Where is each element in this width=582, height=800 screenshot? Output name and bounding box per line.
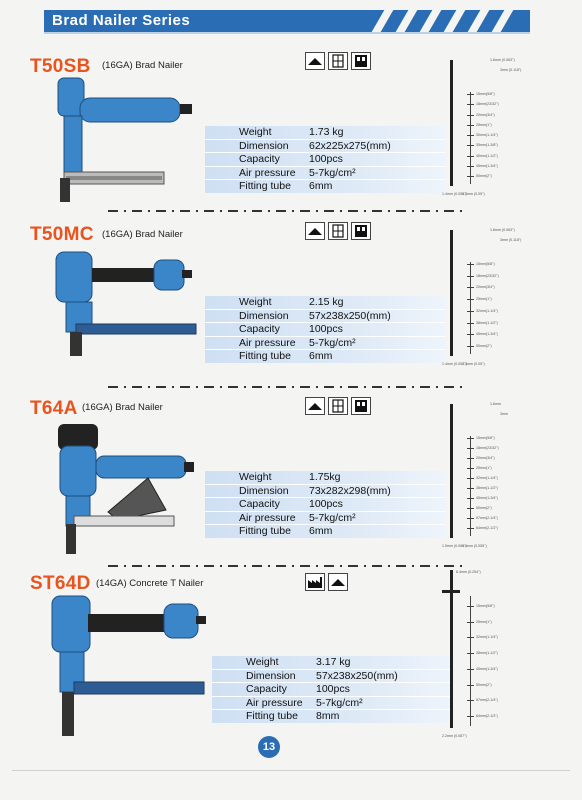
nail-size-label: 15mm(5/8") (476, 262, 495, 266)
nail-shaft (450, 570, 453, 728)
nail-size-tick (467, 622, 474, 623)
nail-size-label: 38mm(1-1/2") (476, 486, 498, 490)
nail-size-tick (467, 156, 474, 157)
spec-row (205, 153, 445, 167)
nail-base-label: 1.4mm (0.052") (442, 362, 467, 366)
roof-icon (305, 52, 325, 70)
nail-size-label: 45mm(1-3/4") (476, 666, 498, 671)
nail-size-label: 45mm(1-3/4") (476, 332, 498, 337)
nail-size-tick (467, 346, 474, 347)
nail-size-label: 25mm(1") (476, 619, 492, 624)
model-name: T64A (30, 398, 78, 419)
nail-size-tick (467, 334, 474, 335)
brad-nailer-image (48, 420, 208, 560)
nail-size-label: 64mm(2-1/2") (476, 714, 498, 718)
nail-size-label: 20mm(3/4") (476, 285, 495, 290)
nail-size-label: 18mm(23/32") (476, 102, 499, 107)
nail-size-tick (467, 125, 474, 126)
nail-size-tick (467, 299, 474, 300)
spec-row (205, 471, 445, 485)
nail-size-tick (467, 685, 474, 686)
spec-table (205, 471, 445, 538)
nail-size-label: 25mm(1") (476, 122, 492, 127)
spec-label: Capacity (239, 153, 280, 166)
nail-size-tick (467, 508, 474, 509)
spec-row (212, 697, 452, 711)
nail-size-label: 25mm(1") (476, 297, 492, 302)
nail-size-tick (467, 498, 474, 499)
nail-size-tick (467, 135, 474, 136)
nail-shaft (450, 230, 453, 356)
nail-size-tick (467, 669, 474, 670)
nail-head-label: 1.6mm (0.063") (490, 228, 515, 232)
spec-value: 1.75kg (309, 471, 341, 484)
spec-value: 2.15 kg (309, 296, 344, 309)
nail-size-tick (467, 264, 474, 265)
spec-label: Weight (239, 296, 272, 309)
section-divider (108, 565, 468, 567)
nail-size-label: 38mm(1-1/2") (476, 320, 498, 325)
spec-value: 100pcs (316, 683, 350, 696)
roof-icon (328, 573, 348, 591)
spec-value: 57x238x250(mm) (309, 309, 391, 322)
nail-base-label: 1.3mm (0.05") (462, 362, 485, 366)
nail-size-label: 40mm(1-1/2") (476, 153, 498, 158)
door-panel-icon (351, 222, 371, 240)
nail-size-tick (467, 488, 474, 489)
brad-nailer-image (46, 246, 206, 371)
nail-size-label: 15mm(5/8") (476, 436, 495, 440)
spec-label: Dimension (246, 669, 296, 682)
spec-row (205, 512, 445, 526)
nail-t-head (442, 590, 460, 593)
spec-value: 73x282x298(mm) (309, 484, 391, 497)
roof-icon (305, 222, 325, 240)
nail-head-label: 1.6mm (0.063") (490, 58, 515, 62)
nail-size-label: 15mm(5/8") (476, 604, 495, 608)
nail-size-tick (467, 637, 474, 638)
spec-row (205, 167, 445, 181)
nail-size-label: 57mm(2-1/4") (476, 698, 498, 703)
spec-value: 8mm (316, 710, 340, 723)
spec-row (212, 656, 452, 670)
spec-table (205, 296, 445, 363)
nail-scale-line (470, 92, 471, 184)
spec-label: Dimension (239, 309, 289, 322)
spec-label: Fitting tube (239, 180, 291, 193)
spec-label: Weight (239, 471, 272, 484)
spec-row (205, 140, 445, 154)
spec-table (212, 656, 452, 723)
nail-size-label: 38mm(1-1/2") (476, 651, 498, 656)
nail-size-label: 25mm(1") (476, 466, 492, 470)
model-subtitle: (16GA) Brad Nailer (102, 60, 183, 71)
nail-size-tick (467, 115, 474, 116)
nail-size-label: 50mm(2") (476, 682, 492, 687)
spec-row (205, 337, 445, 351)
section-divider (108, 386, 468, 388)
nail-size-diagram (440, 566, 540, 746)
spec-row (212, 710, 452, 723)
nail-size-label: 35mm(1-3/8") (476, 143, 498, 148)
model-name: T50SB (30, 56, 91, 77)
nail-size-tick (467, 448, 474, 449)
spec-value: 6mm (309, 350, 333, 363)
spec-label: Air pressure (246, 696, 303, 709)
window-frame-icon (328, 52, 348, 70)
nail-size-label: 20mm(3/4") (476, 112, 495, 117)
nail-size-tick (467, 176, 474, 177)
spec-label: Air pressure (239, 166, 296, 179)
nail-size-label: 45mm(1-3/4") (476, 163, 498, 168)
nail-size-diagram (440, 56, 540, 204)
nail-base-label: 1.2mm (0.05") (462, 192, 485, 196)
nail-size-tick (467, 653, 474, 654)
nail-size-label: 30mm(1-1/4") (476, 133, 498, 137)
window-frame-icon (328, 222, 348, 240)
nail-size-diagram (440, 226, 540, 374)
nail-head-label: 3mm (0.118") (500, 238, 522, 242)
spec-value: 5-7kg/cm² (316, 696, 363, 709)
nail-size-label: 18mm(23/32") (476, 446, 499, 450)
spec-value: 5-7kg/cm² (309, 336, 356, 349)
spec-value: 100pcs (309, 323, 343, 336)
nail-head-label: 3mm (500, 412, 508, 416)
nail-base-label: 1.4mm (0.055") (462, 544, 487, 548)
model-subtitle: (14GA) Concrete T Nailer (96, 578, 204, 589)
nail-size-tick (467, 478, 474, 479)
nail-size-diagram (440, 400, 540, 556)
nail-head-label: 1.6mm (490, 402, 501, 406)
nail-head-label: 6.4mm (0.254") (456, 570, 481, 574)
nail-shaft (450, 404, 453, 538)
nail-size-tick (467, 518, 474, 519)
nail-size-label: 64mm(2-1/2") (476, 526, 498, 530)
concrete-nailer-image (40, 592, 210, 744)
footer-line (12, 770, 570, 771)
spec-row (205, 310, 445, 324)
nail-size-label: 57mm(2-1/4") (476, 516, 498, 520)
spec-label: Air pressure (239, 336, 296, 349)
door-panel-icon (351, 52, 371, 70)
nail-scale-line (470, 436, 471, 536)
model-name: T50MC (30, 224, 94, 245)
nail-shaft (450, 60, 453, 186)
nail-size-label: 32mm(1-1/4") (476, 635, 498, 640)
section-divider (108, 210, 468, 212)
nail-base-label: 1.4mm (0.055") (442, 192, 467, 196)
spec-table (205, 126, 445, 193)
nail-head-label: 3mm (0.118") (500, 68, 522, 72)
nail-size-tick (467, 468, 474, 469)
model-subtitle: (16GA) Brad Nailer (102, 229, 183, 240)
header-stripes (358, 10, 538, 32)
factory-icon (305, 573, 325, 591)
spec-label: Fitting tube (246, 710, 298, 723)
nail-size-tick (467, 276, 474, 277)
nail-size-label: 50mm(2") (476, 344, 492, 348)
nail-size-label: 18mm(23/32") (476, 273, 499, 278)
door-panel-icon (351, 397, 371, 415)
spec-row (205, 126, 445, 140)
nail-size-tick (467, 606, 474, 607)
spec-row (205, 485, 445, 499)
nail-base-label: 1.5mm (0.060") (442, 544, 467, 548)
spec-label: Dimension (239, 484, 289, 497)
spec-label: Fitting tube (239, 350, 291, 363)
nail-size-tick (467, 166, 474, 167)
model-subtitle: (16GA) Brad Nailer (82, 402, 163, 413)
nail-size-tick (467, 323, 474, 324)
window-frame-icon (328, 397, 348, 415)
spec-value: 57x238x250(mm) (316, 669, 398, 682)
spec-label: Air pressure (239, 511, 296, 524)
header-title: Brad Nailer Series (52, 12, 191, 29)
nail-size-tick (467, 438, 474, 439)
nail-size-label: 15mm(5/8") (476, 92, 495, 96)
model-name: ST64D (30, 573, 91, 594)
nail-size-label: 20mm(3/4") (476, 456, 495, 460)
nail-size-tick (467, 716, 474, 717)
nail-size-label: 32mm(1-1/4") (476, 476, 498, 480)
application-icons (305, 397, 371, 415)
nail-size-label: 50mm(2") (476, 506, 492, 510)
nail-scale-line (470, 596, 471, 726)
nail-size-tick (467, 287, 474, 288)
header-underline (44, 32, 530, 34)
nail-size-tick (467, 104, 474, 105)
nail-size-tick (467, 458, 474, 459)
nail-size-tick (467, 528, 474, 529)
nail-size-tick (467, 311, 474, 312)
spec-row (205, 296, 445, 310)
spec-label: Capacity (246, 683, 287, 696)
nail-size-label: 45mm(1-3/4") (476, 496, 498, 500)
spec-row (205, 323, 445, 337)
spec-value: 100pcs (309, 153, 343, 166)
application-icons (305, 52, 371, 70)
spec-row (205, 498, 445, 512)
nail-base-label: 2.2mm (0.087") (442, 734, 467, 738)
application-icons (305, 222, 371, 240)
spec-value: 5-7kg/cm² (309, 511, 356, 524)
application-icons (305, 573, 348, 591)
spec-row (212, 683, 452, 697)
nail-size-tick (467, 145, 474, 146)
nail-size-label: 50mm(2") (476, 174, 492, 178)
roof-icon (305, 397, 325, 415)
nail-size-tick (467, 94, 474, 95)
spec-row (205, 180, 445, 193)
brad-nailer-image (40, 72, 200, 207)
spec-value: 1.73 kg (309, 126, 344, 139)
spec-label: Capacity (239, 323, 280, 336)
nail-size-label: 32mm(1-1/4") (476, 308, 498, 313)
spec-label: Fitting tube (239, 525, 291, 538)
spec-value: 6mm (309, 525, 333, 538)
nail-size-tick (467, 700, 474, 701)
spec-row (205, 525, 445, 538)
spec-label: Weight (239, 126, 272, 139)
spec-row (212, 670, 452, 684)
spec-value: 6mm (309, 180, 333, 193)
page-number: 13 (258, 736, 280, 758)
spec-label: Weight (246, 656, 279, 669)
spec-value: 5-7kg/cm² (309, 166, 356, 179)
spec-value: 100pcs (309, 498, 343, 511)
spec-label: Dimension (239, 139, 289, 152)
spec-label: Capacity (239, 498, 280, 511)
spec-value: 3.17 kg (316, 656, 351, 669)
spec-value: 62x225x275(mm) (309, 139, 391, 152)
spec-row (205, 350, 445, 363)
